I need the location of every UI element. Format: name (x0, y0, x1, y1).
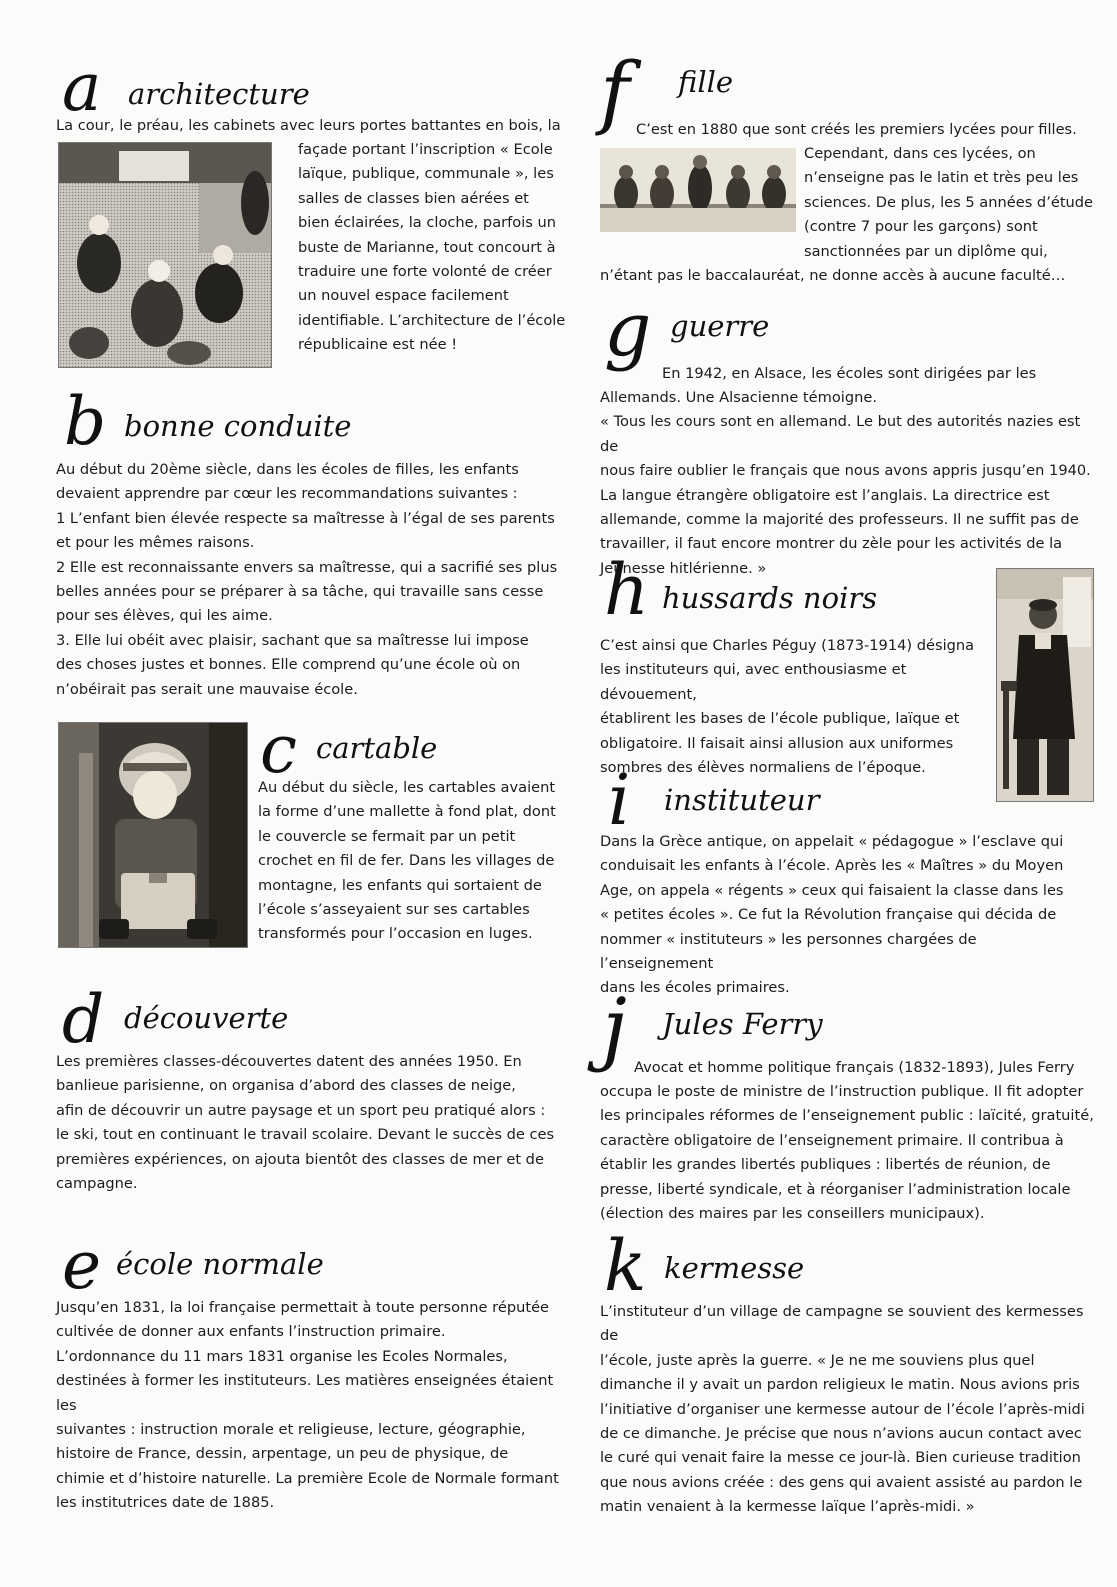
entry-title: guerre (670, 309, 770, 343)
text-line: 1 L’enfant bien élevée respecte sa maîtresse à l’égal de ses parents (56, 509, 555, 527)
entry-body (56, 1296, 568, 1516)
text-line: façade portant l’inscription « Ecole (298, 141, 553, 158)
text-line: premières expériences, on ajouta bientôt des classes de mer et de (56, 1150, 544, 1168)
text-line: L’instituteur d’un village de campagne se souvient des kermesses de (600, 1303, 1084, 1345)
text-line: républicaine est née ! (298, 336, 458, 354)
girls-classroom-illustration (600, 148, 796, 232)
text-line: salles de classes bien aérées et (298, 189, 529, 207)
text-line: occupa le poste de ministre de l’instruction publique. Il fit adopter (600, 1083, 1084, 1100)
text-line: établir les grandes libertés publiques : libertés de réunion, de (600, 1156, 1051, 1174)
drop-letter: b (64, 383, 107, 460)
text-line: Age, on appela « régents » ceux qui faisaient la classe dans les (600, 881, 1064, 899)
entry-body (600, 1080, 1094, 1226)
text-line: n’obéirait pas serait une mauvaise école. (56, 680, 358, 698)
entry-title: instituteur (664, 783, 820, 817)
text-line: dans les écoles primaires. (600, 979, 790, 997)
entry-title: Jules Ferry (662, 1007, 823, 1041)
entry-bonne-conduite (56, 383, 564, 698)
text-line: l’école, juste après la guerre. « Je ne me souviens plus quel (600, 1351, 1035, 1369)
text-line: crochet en fil de fer. Dans les villages de (258, 852, 555, 870)
text-line: pour ses élèves, qui les aime. (56, 607, 273, 625)
text-line: laïque, publique, communale », les (298, 165, 554, 183)
entry-heading (56, 1227, 564, 1304)
entry-body (600, 830, 1094, 1001)
text-line: travailler, il faut encore montrer du zèle pour les activités de la (600, 535, 1063, 553)
drop-letter: i (608, 759, 631, 841)
text-line: montagne, les enfants qui sortaient de (258, 876, 542, 894)
text-line: le couvercle se fermait par un petit (258, 827, 516, 845)
text-line: Dans la Grèce antique, on appelait « pédagogue » l’esclave qui (600, 833, 1064, 850)
text-line: (contre 7 pour les garçons) sont (804, 218, 1038, 236)
entry-title: fille (678, 65, 734, 99)
text-line: caractère obligatoire de l’enseignement primaire. Il contribua à (600, 1131, 1064, 1149)
text-line: nommer « instituteurs » les personnes chargées de l’enseignement (600, 930, 977, 973)
text-line: bien éclairées, la cloche, parfois un (298, 214, 556, 232)
text-line: 3. Elle lui obéit avec plaisir, sachant que sa maîtresse lui impose (56, 631, 529, 649)
text-line: Jusqu’en 1831, la loi française permettait à toute personne réputée (56, 1299, 550, 1316)
entry-first-line: Avocat et homme politique français (1832-1893), Jules Ferry (634, 1059, 1075, 1076)
schoolyard-illustration (59, 143, 272, 368)
text-line: les principales réformes de l’enseignement public : laïcité, gratuité, (600, 1107, 1094, 1125)
drop-letter: e (62, 1227, 102, 1304)
text-line: que nous avions créée : des gens qui avaient assisté au pardon le (600, 1473, 1083, 1491)
text-line: Jeunesse hitlérienne. » (600, 559, 767, 577)
photo-girls-classroom (600, 148, 796, 232)
text-line: presse, liberté syndicale, et à réorganiser l’administration locale (600, 1180, 1071, 1198)
drop-letter: f (600, 45, 630, 138)
text-line: des choses justes et bonnes. Elle comprend qu’une école où on (56, 656, 521, 674)
entry-first-line: C’est en 1880 que sont créés les premiers lycées pour filles. (636, 121, 1077, 138)
entry-last-line: n’étant pas le baccalauréat, ne donne accès à aucune faculté… (600, 267, 1066, 284)
text-line: obligatoire. Il faisait ainsi allusion aux uniformes (600, 734, 954, 752)
photo-schoolyard (58, 142, 272, 368)
entry-title: découverte (124, 1001, 289, 1035)
text-line: sombres des élèves normaliens de l’époque. (600, 759, 926, 777)
text-line: identifiable. L’architecture de l’école (298, 311, 566, 329)
entry-title: école normale (116, 1247, 324, 1281)
text-line: Allemands. Une Alsacienne témoigne. (600, 389, 877, 406)
entry-body (258, 776, 568, 947)
text-line: chimie et d’histoire naturelle. La première Ecole de Normale formant (56, 1469, 559, 1487)
drop-letter: d (62, 981, 105, 1058)
text-line: Cependant, dans ces lycées, on (804, 145, 1036, 162)
text-line: destinées à former les instituteurs. Les matières enseignées étaient les (56, 1372, 554, 1414)
entry-heading (600, 287, 1090, 373)
text-line: les instituteurs qui, avec enthousiasme et dévouement, (600, 661, 907, 703)
text-line: « petites écoles ». Ce fut la Révolution française qui décida de (600, 906, 1057, 924)
text-line: établirent les bases de l’école publique, laïque et (600, 710, 960, 728)
entry-decouverte (56, 981, 564, 1193)
text-line: L’ordonnance du 11 mars 1831 organise les Ecoles Normales, (56, 1347, 508, 1365)
text-line: conduisait les enfants à l’école. Après les « Maîtres » du Moyen (600, 857, 1064, 875)
text-line: « Tous les cours sont en allemand. Le but des autorités nazies est de (600, 413, 1081, 455)
text-line: sciences. De plus, les 5 années d’étude (804, 193, 1094, 211)
text-line: buste de Marianne, tout concourt à (298, 238, 556, 256)
entry-title: hussards noirs (662, 581, 878, 615)
text-line: cultivée de donner aux enfants l’instruction primaire. (56, 1323, 446, 1341)
text-line: belles années pour se préparer à sa tâche, qui travaille sans cesse (56, 583, 544, 601)
entry-architecture (56, 49, 566, 354)
entry-title: cartable (316, 731, 438, 765)
text-line: campagne. (56, 1175, 138, 1193)
text-line: la forme d’une mallette à fond plat, dont (258, 803, 556, 821)
text-line: devaient apprendre par cœur les recommandations suivantes : (56, 485, 518, 503)
entry-title: kermesse (664, 1251, 805, 1285)
entry-first-line: La cour, le préau, les cabinets avec leurs portes battantes en bois, la (56, 117, 561, 134)
entry-body (600, 386, 1094, 581)
text-line: traduire une forte volonté de créer (298, 263, 552, 281)
entry-title: architecture (128, 77, 310, 111)
entry-body (56, 458, 568, 702)
text-line: un nouvel espace facilement (298, 287, 509, 305)
drop-letter: k (604, 1225, 647, 1307)
entry-guerre (600, 287, 1091, 577)
text-line: et pour les mêmes raisons. (56, 534, 255, 552)
entry-body (298, 138, 568, 358)
text-line: sanctionnées par un diplôme qui, (804, 242, 1048, 260)
text-line: La langue étrangère obligatoire est l’anglais. La directrice est (600, 486, 1050, 504)
drop-letter: g (604, 287, 652, 373)
entry-kermesse (600, 1225, 1090, 1516)
text-line: Au début du 20ème siècle, dans les écoles de filles, les enfants (56, 461, 519, 478)
text-line: l’école s’asseyaient sur ses cartables (258, 901, 530, 919)
child-photo-illustration (59, 723, 248, 948)
text-line: banlieue parisienne, on organisa d’abord des classes de neige, (56, 1077, 516, 1095)
drop-letter: h (604, 549, 650, 631)
entry-heading (600, 1225, 1090, 1307)
drop-letter: j (602, 981, 627, 1074)
entry-fille (600, 45, 1094, 284)
entry-body (804, 142, 1094, 264)
instituteur-photo-illustration (997, 569, 1094, 802)
entry-ecole-normale (56, 1227, 564, 1512)
text-line: le curé qui venait faire la messe ce jour-là. Bien curieuse tradition (600, 1449, 1081, 1467)
text-line: afin de découvrir un autre paysage et un sport peu pratiqué alors : (56, 1101, 546, 1119)
text-line: de ce dimanche. Je précise que nous n’avions aucun contact avec (600, 1425, 1082, 1443)
text-line: Au début du siècle, les cartables avaient (258, 779, 556, 796)
text-line: allemande, comme la majorité des professeurs. Il ne suffit pas de (600, 511, 1079, 529)
text-line: transformés pour l’occasion en luges. (258, 925, 533, 943)
entry-body (600, 1300, 1094, 1520)
text-line: le ski, tout en continuant le travail scolaire. Devant le succès de ces (56, 1126, 555, 1144)
text-line: les institutrices date de 1885. (56, 1494, 275, 1512)
text-line: nous faire oublier le français que nous avons appris jusqu’en 1940. (600, 462, 1091, 480)
photo-child-with-satchel (58, 722, 248, 948)
drop-letter: c (260, 711, 297, 788)
text-line: histoire de France, dessin, arpentage, un peu de physique, de (56, 1445, 509, 1463)
drop-letter: a (62, 49, 102, 126)
photo-instituteur (996, 568, 1094, 802)
entry-body (56, 1050, 568, 1196)
text-line: Les premières classes-découvertes datent des années 1950. En (56, 1053, 522, 1070)
entry-heading (56, 383, 564, 460)
entry-body (600, 634, 990, 780)
text-line: dimanche il y avait un pardon religieux le matin. Nous avions pris (600, 1376, 1080, 1394)
entry-heading (56, 981, 564, 1058)
text-line: 2 Elle est reconnaissante envers sa maîtresse, qui a sacrifié ses plus (56, 558, 558, 576)
entry-hussards-noirs (600, 549, 1090, 777)
text-line: (élection des maires par les conseillers municipaux). (600, 1205, 985, 1223)
text-line: matin venaient à la kermesse laïque l’après-midi. » (600, 1498, 975, 1516)
entry-first-line: En 1942, en Alsace, les écoles sont dirigées par les (662, 365, 1037, 382)
entry-title: bonne conduite (124, 409, 352, 443)
text-line: n’enseigne pas le latin et très peu les (804, 169, 1079, 187)
text-line: C’est ainsi que Charles Péguy (1873-1914) désigna (600, 637, 975, 654)
text-line: l’initiative d’organiser une kermesse autour de l’école l’après-midi (600, 1400, 1085, 1418)
text-line: suivantes : instruction morale et religieuse, lecture, géographie, (56, 1421, 526, 1439)
